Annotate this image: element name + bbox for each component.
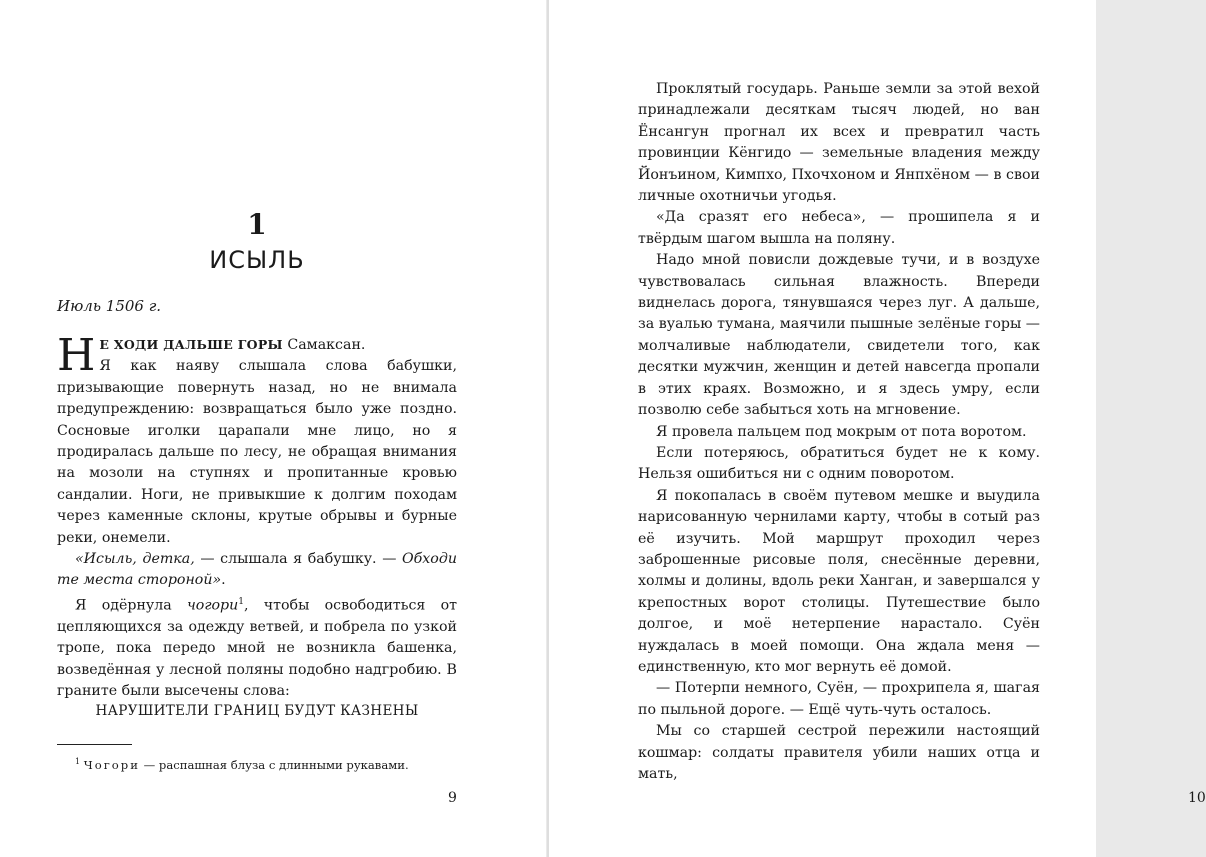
- right-paragraph: — Потерпи немного, Суён, — прохрипела я, шагая по пыльной дороге. — Ещё чуть-чуть осталось.: [638, 680, 1040, 718]
- paragraph-1: Я как наяву слышала слова бабушки, призывающие повернуть назад, но не внимала предупреждению: возвращаться было уже поздно. Сосновые иголки царапали мне лицо, но я продиралась дальше по лесу, не обращая внимания на мозоли на ступнях и пропитанные кровью сандалии. Ноги, не привыкшие к долгим походам через каменные склоны, крутые обрывы и бурные реки, онемели.: [57, 358, 457, 546]
- footnote: [75, 754, 409, 773]
- right-paragraph: Мы со старшей сестрой пережили настоящий кошмар: солдаты правителя убили наших отца и мать,: [638, 723, 1040, 782]
- footnote-ref: 1: [238, 596, 245, 607]
- page-number-left: 9: [448, 790, 457, 806]
- chapter-number: 1: [247, 208, 267, 241]
- opening-paragraph: [57, 330, 457, 549]
- right-paragraph: Я провела пальцем под мокрым от пота воротом.: [656, 423, 1027, 440]
- drop-cap: Н: [57, 330, 96, 381]
- footnote-number: 1: [75, 757, 81, 766]
- right-paragraph: Проклятый государь. Раньше земли за этой вехой принадлежали десяткам тысяч людей, но ван Ёнсангун прогнал их всех и превратил часть провинции Кёнгидо — земельные владения между Йонъином, Кимпхо, Пхочхоном и Янпхёном — в свои личные охотничьи угодья.: [638, 81, 1040, 205]
- paragraph-quote: [57, 549, 457, 592]
- paragraph-3: [57, 592, 457, 703]
- right-paragraph: Если потеряюсь, обратиться будет не к кому. Нельзя ошибиться ни с одним поворотом.: [638, 444, 1040, 483]
- right-paragraph: Я покопалась в своём путевом мешке и выудила нарисованную чернилами карту, чтобы в сотый раз её изучить. Мой маршрут проходил через заброшенные рисовые поля, снесённые деревни, холмы и долины, вдоль реки Ханган, и завершался у крепостных ворот столицы. Путешествие было долгое, и моё нетерпение нарастало. Суён нуждалась в моей помощи. Она ждала меня — единственную, кто мог вернуть её домой.: [638, 487, 1040, 675]
- right-body: [638, 79, 1040, 785]
- para3-b: , чтобы освободиться от цепляющихся за одежду ветвей, и побрела по узкой тропе, пока передо мной не возникла башенка, возведённая у лесной поляны подобно надгробию. В граните были высечены слова:: [57, 597, 457, 700]
- para3-a: Я одёрнула: [75, 597, 187, 614]
- quote-mid: — слышала я бабушку. —: [194, 551, 403, 568]
- engraved-sign: НАРУШИТЕЛИ ГРАНИЦ БУДУТ КАЗНЕНЫ: [95, 703, 419, 719]
- chapter-date: Июль 1506 г.: [57, 297, 162, 315]
- para3-italic: чогори: [186, 597, 239, 614]
- page-number-right: 10: [1188, 790, 1206, 806]
- left-body: [57, 330, 457, 703]
- quote-italic-1: «Исыль, детка,: [75, 551, 195, 568]
- quote-italic-2: Обходи те места стороной»: [57, 551, 457, 589]
- opening-rest: Самаксан.: [282, 337, 366, 353]
- opening-caps: Е ХОДИ ДАЛЬШЕ ГОРЫ: [99, 337, 283, 352]
- right-paragraph: «Да сразят его небеса», — прошипела я и твёрдым шагом вышла на поляну.: [638, 209, 1040, 247]
- footnote-rule: [57, 744, 132, 745]
- right-paragraph: Надо мной повисли дождевые тучи, и в воздухе чувствовалась сильная влажность. Впереди виднелась дорога, тянувшаяся через луг. А дальше, за вуалью тумана, маячили пышные зелёные горы — молчаливые наблюдатели, свидетели того, как десятки мужчин, женщин и детей навсегда пропали в этих краях. Возможно, и я здесь умру, если позволю себе забыться хоть на мгновение.: [638, 252, 1040, 419]
- chapter-title: ИСЫЛЬ: [209, 246, 305, 274]
- footnote-term: Чогори: [83, 757, 140, 772]
- quote-end: .: [221, 572, 226, 589]
- footnote-text: — распашная блуза с длинными рукавами.: [139, 757, 409, 772]
- right-page: [549, 0, 1206, 857]
- left-page: [0, 0, 548, 857]
